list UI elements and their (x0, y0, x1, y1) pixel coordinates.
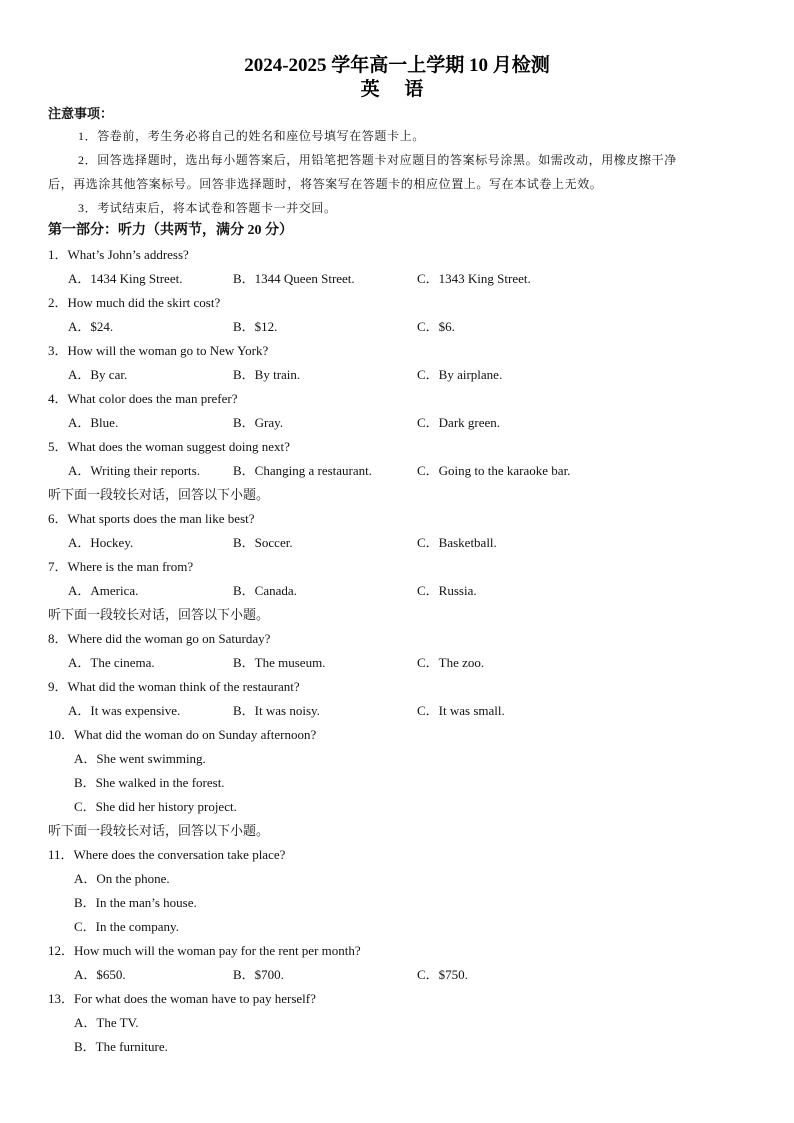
question-stem: 8．Where did the woman go on Saturday? (48, 631, 271, 646)
option-b: B．By train. (233, 367, 301, 382)
option-a: A．Writing their reports. (68, 463, 200, 478)
option-c: C．Basketball. (417, 535, 497, 550)
dialogue-prompt: 听下面一段较长对话，回答以下小题。 (48, 487, 270, 502)
question-stem: 2．How much did the skirt cost? (48, 295, 221, 310)
option-a: A．She went swimming. (74, 751, 206, 766)
option-b: B．$700. (233, 967, 284, 982)
question-stem: 4．What color does the man prefer? (48, 391, 238, 406)
option-a: A．The TV. (74, 1015, 139, 1030)
option-a: A．It was expensive. (68, 703, 181, 718)
question-stem: 7．Where is the man from? (48, 559, 194, 574)
question-stem: 12．How much will the woman pay for the rent per month? (48, 943, 361, 958)
option-b: B．Soccer. (233, 535, 293, 550)
option-a: A．$24. (68, 319, 114, 334)
notice-item-2-cont: 后，再选涂其他答案标号。回答非选择题时，将答案写在答题卡的相应位置上。写在本试卷上无效。 (48, 177, 603, 191)
notice-item-1: 1．答卷前，考生务必将自己的姓名和座位号填写在答题卡上。 (78, 129, 425, 143)
option-a: A．The cinema. (68, 655, 155, 670)
section-heading: 第一部分：听力（共两节，满分 20 分） (48, 223, 293, 238)
option-a: A．Blue. (68, 415, 119, 430)
question-stem: 5．What does the woman suggest doing next? (48, 439, 290, 454)
option-c: C．The zoo. (417, 655, 485, 670)
option-b: B．She walked in the forest. (74, 775, 225, 790)
option-b: B．Gray. (233, 415, 284, 430)
option-c: C．Going to the karaoke bar. (417, 463, 571, 478)
option-c: C．$750. (417, 967, 468, 982)
option-c: C．Dark green. (417, 415, 501, 430)
option-a: A．1434 King Street. (68, 271, 183, 286)
option-c: C．Russia. (417, 583, 477, 598)
option-a: A．America. (68, 583, 139, 598)
question-stem: 6．What sports does the man like best? (48, 511, 255, 526)
option-b: B．1344 Queen Street. (233, 271, 355, 286)
option-c: C．1343 King Street. (417, 271, 531, 286)
question-stem: 9．What did the woman think of the restaurant? (48, 679, 300, 694)
option-c: C．$6. (417, 319, 455, 334)
question-stem: 10．What did the woman do on Sunday afternoon? (48, 727, 317, 742)
option-b: B．It was noisy. (233, 703, 320, 718)
exam-title: 2024-2025 学年高一上学期 10 月检测 (244, 55, 550, 76)
option-b: B．In the man’s house. (74, 895, 197, 910)
question-stem: 11．Where does the conversation take place? (48, 847, 286, 862)
question-stem: 13．For what does the woman have to pay herself? (48, 991, 316, 1006)
option-a: A．On the phone. (74, 871, 170, 886)
question-stem: 3．How will the woman go to New York? (48, 343, 269, 358)
option-a: A．Hockey. (68, 535, 134, 550)
option-b: B．The furniture. (74, 1039, 168, 1054)
option-a: A．$650. (74, 967, 126, 982)
option-b: B．$12. (233, 319, 278, 334)
notice-item-3: 3．考试结束后，将本试卷和答题卡一并交回。 (78, 201, 337, 215)
option-b: B．Canada. (233, 583, 297, 598)
dialogue-prompt: 听下面一段较长对话，回答以下小题。 (48, 823, 270, 838)
option-c: C．She did her history project. (74, 799, 237, 814)
option-b: B．The museum. (233, 655, 326, 670)
option-c: C．It was small. (417, 703, 505, 718)
notice-item-2: 2．回答选择题时，选出每小题答案后，用铅笔把答题卡对应题目的答案标号涂黑。如需改动，用橡皮擦干净 (78, 153, 677, 167)
notice-heading: 注意事项： (48, 106, 114, 121)
question-stem: 1．What’s John’s address? (48, 247, 189, 262)
dialogue-prompt: 听下面一段较长对话，回答以下小题。 (48, 607, 270, 622)
option-c: C．In the company. (74, 919, 179, 934)
option-b: B．Changing a restaurant. (233, 463, 372, 478)
exam-subject: 英 语 (360, 79, 434, 100)
option-a: A．By car. (68, 367, 128, 382)
option-c: C．By airplane. (417, 367, 503, 382)
